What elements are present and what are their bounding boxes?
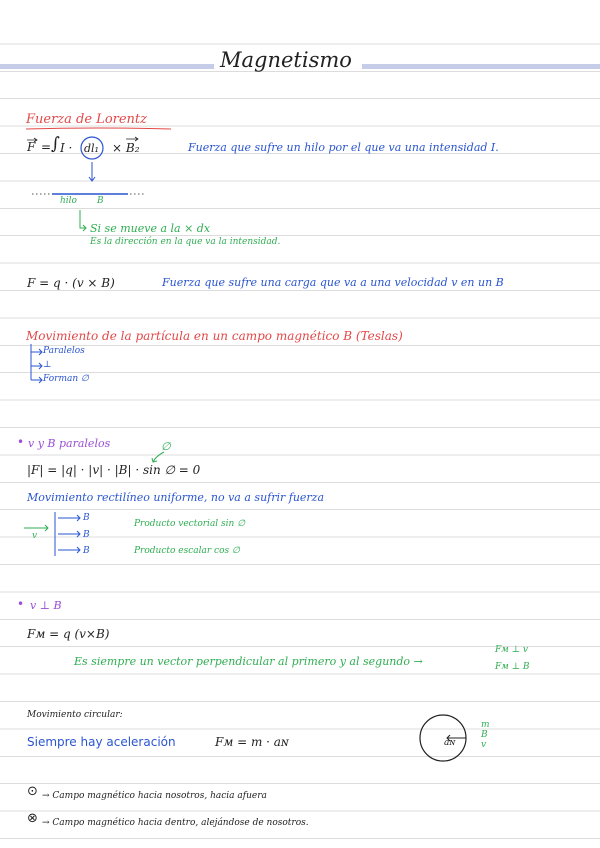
movimiento-heading: Movimiento de la partícula en un campo magnético B (Teslas): [26, 329, 403, 343]
angle-pointer-arrow: [150, 450, 166, 464]
hilo-label: hilo: [60, 196, 77, 206]
field-in-text: → Campo magnético hacia dentro, alejándose de nosotros.: [42, 818, 309, 828]
paralelos-angle: ∅: [161, 440, 171, 453]
paralelos-heading: v y B paralelos: [28, 437, 111, 450]
relation-fm-perp-b: Fм ⊥ B: [495, 662, 530, 672]
vector-arrow-icon: [27, 137, 39, 143]
page-title: Magnetismo: [220, 48, 352, 72]
lorentz-heading-underline: [26, 126, 171, 132]
circular-description: Siempre hay aceleración: [27, 735, 176, 749]
lorentz-eq1-integral: ∫: [51, 134, 60, 154]
lorentz-eq2: F = q · (v × B): [27, 276, 115, 290]
lorentz-eq1-I: I ·: [60, 141, 73, 155]
lorentz-eq1-cross-B: × B₂: [112, 141, 140, 155]
perpendicular-heading: v ⊥ B: [30, 599, 62, 612]
title-underline-right: [362, 64, 600, 69]
paralelos-equation: |F| = |q| · |v| · |B| · sin ∅ = 0: [27, 463, 201, 477]
paralelos-description: Movimiento rectilíneo uniforme, no va a sufrir fuerza: [27, 491, 325, 504]
field-in-symbol-icon: ⊗: [27, 811, 38, 826]
lorentz-eq2-description: Fuerza que sufre una carga que va a una velocidad v en un B: [162, 276, 504, 289]
vector-arrow-icon: [126, 136, 140, 142]
circular-equation: Fм = m · aɴ: [215, 735, 289, 749]
lorentz-eq1-F: F: [27, 140, 36, 154]
paralelos-b-label-2: B: [83, 530, 90, 540]
bullet-icon: •: [17, 435, 25, 449]
lorentz-eq1-dl: dl₁: [84, 142, 99, 155]
lorentz-heading: Fuerza de Lorentz: [26, 112, 147, 127]
hilo-arrow-line2: Es la dirección en la que va la intensidad.: [90, 237, 281, 247]
circular-heading: Movimiento circular:: [27, 710, 123, 720]
circle-an-label: aɴ: [444, 738, 456, 748]
bullet-icon: •: [17, 597, 25, 611]
title-underline-left: [0, 64, 214, 69]
branch-perpendicular: ⊥: [43, 360, 52, 370]
perpendicular-description: Es siempre un vector perpendicular al primero y al segundo →: [74, 655, 423, 668]
branch-paralelos: Paralelos: [43, 346, 85, 356]
hilo-arrow-line1: Si se mueve a la × dx: [90, 222, 211, 235]
paralelos-v-label: v: [32, 531, 38, 541]
field-out-text: → Campo magnético hacia nosotros, hacia afuera: [42, 791, 267, 801]
perpendicular-equation: Fм = q (v×B): [27, 627, 110, 641]
circle-side-b: B: [481, 730, 488, 740]
lorentz-eq1-equals: =: [41, 140, 52, 154]
relation-fm-perp-v: Fм ⊥ v: [495, 645, 528, 655]
field-out-symbol-icon: ⊙: [27, 784, 38, 799]
producto-vectorial: Producto vectorial sin ∅: [134, 519, 246, 529]
producto-escalar: Producto escalar cos ∅: [134, 546, 240, 556]
circle-side-v: v: [481, 740, 487, 750]
branch-forman-angle: Forman ∅: [43, 374, 89, 384]
paralelos-b-label-3: B: [83, 546, 90, 556]
paralelos-b-label-1: B: [83, 513, 90, 523]
hilo-b-label: B: [97, 196, 104, 206]
circle-side-m: m: [481, 720, 490, 730]
lorentz-eq1-description: Fuerza que sufre un hilo por el que va una intensidad I.: [188, 141, 499, 154]
